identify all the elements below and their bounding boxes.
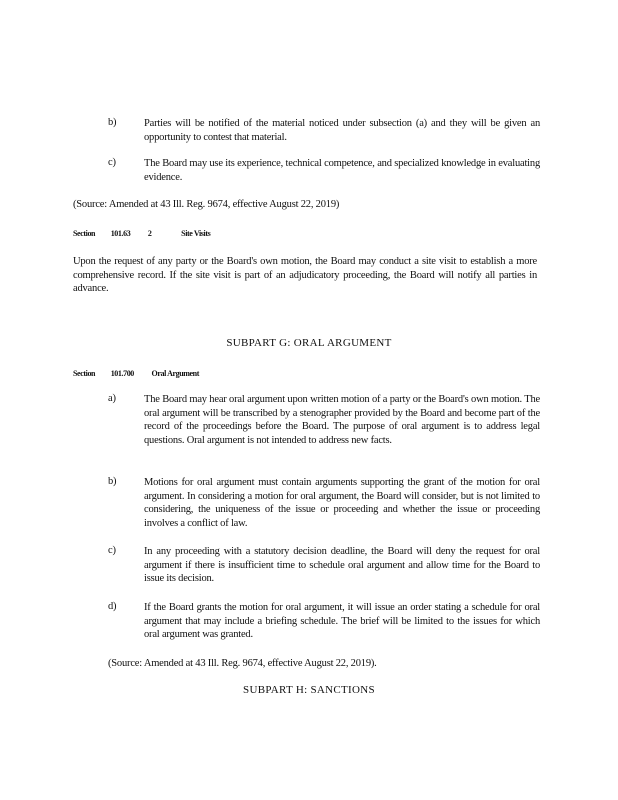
item-label: c) — [108, 545, 116, 556]
section-label: Section — [73, 229, 96, 238]
section-title: Site Visits — [181, 229, 211, 238]
item-label: b) — [108, 117, 117, 128]
item-text: Parties will be notified of the material noticed under subsection (a) and they will be given an opportunity to contest that material. — [144, 118, 540, 143]
section-number: 101.63 — [110, 229, 131, 238]
item-text: In any proceeding with a statutory decision deadline, the Board will deny the request for oral argument if there is insufficient time to schedule oral argument and allow time for the Board to issue its decision. — [144, 546, 540, 585]
section-label: Section — [73, 369, 96, 378]
item-text: The Board may use its experience, technical competence, and specialized knowledge in evaluating evidence. — [144, 158, 540, 183]
item-text: If the Board grants the motion for oral argument, it will issue an order stating a schedule for oral argument that may include a briefing schedule. The brief will be limited to the issues for which oral argument was granted. — [144, 602, 540, 641]
section-heading — [73, 369, 199, 378]
section-body: Upon the request of any party or the Board's own motion, the Board may conduct a site visit to establish a more comprehensive record. If the site visit is part of an adjudicatory proceeding, the Board will notify all parties in advance. — [73, 256, 537, 295]
item-label: a) — [108, 393, 116, 404]
item-text: The Board may hear oral argument upon written motion of a party or the Board's own motion. The oral argument will be transcribed by a stenographer provided by the Board and become part of the record of the proceedings before the Board. The purpose of oral argument is to address legal questions. Oral argument is not intended to address new facts. — [144, 394, 540, 446]
item-text: Motions for oral argument must contain arguments supporting the grant of the motion for oral argument. In considering a motion for oral argument, the Board will consider, but is not limited to considering, the uniqueness of the issue or proceeding and whether the issue or proceeding involves a conflict of law. — [144, 477, 540, 529]
section-digit: 2 — [147, 229, 152, 238]
item-label: b) — [108, 476, 117, 487]
source-note: (Source: Amended at 43 Ill. Reg. 9674, effective August 22, 2019) — [73, 199, 340, 210]
item-label: d) — [108, 601, 117, 612]
source-note: (Source: Amended at 43 Ill. Reg. 9674, effective August 22, 2019). — [108, 658, 377, 669]
subpart-heading: SUBPART G: ORAL ARGUMENT — [226, 337, 392, 349]
section-heading — [73, 229, 210, 238]
section-number: 101.700 — [110, 369, 134, 378]
subpart-heading: SUBPART H: SANCTIONS — [243, 684, 375, 696]
section-title: Oral Argument — [151, 369, 199, 378]
item-label: c) — [108, 157, 116, 168]
